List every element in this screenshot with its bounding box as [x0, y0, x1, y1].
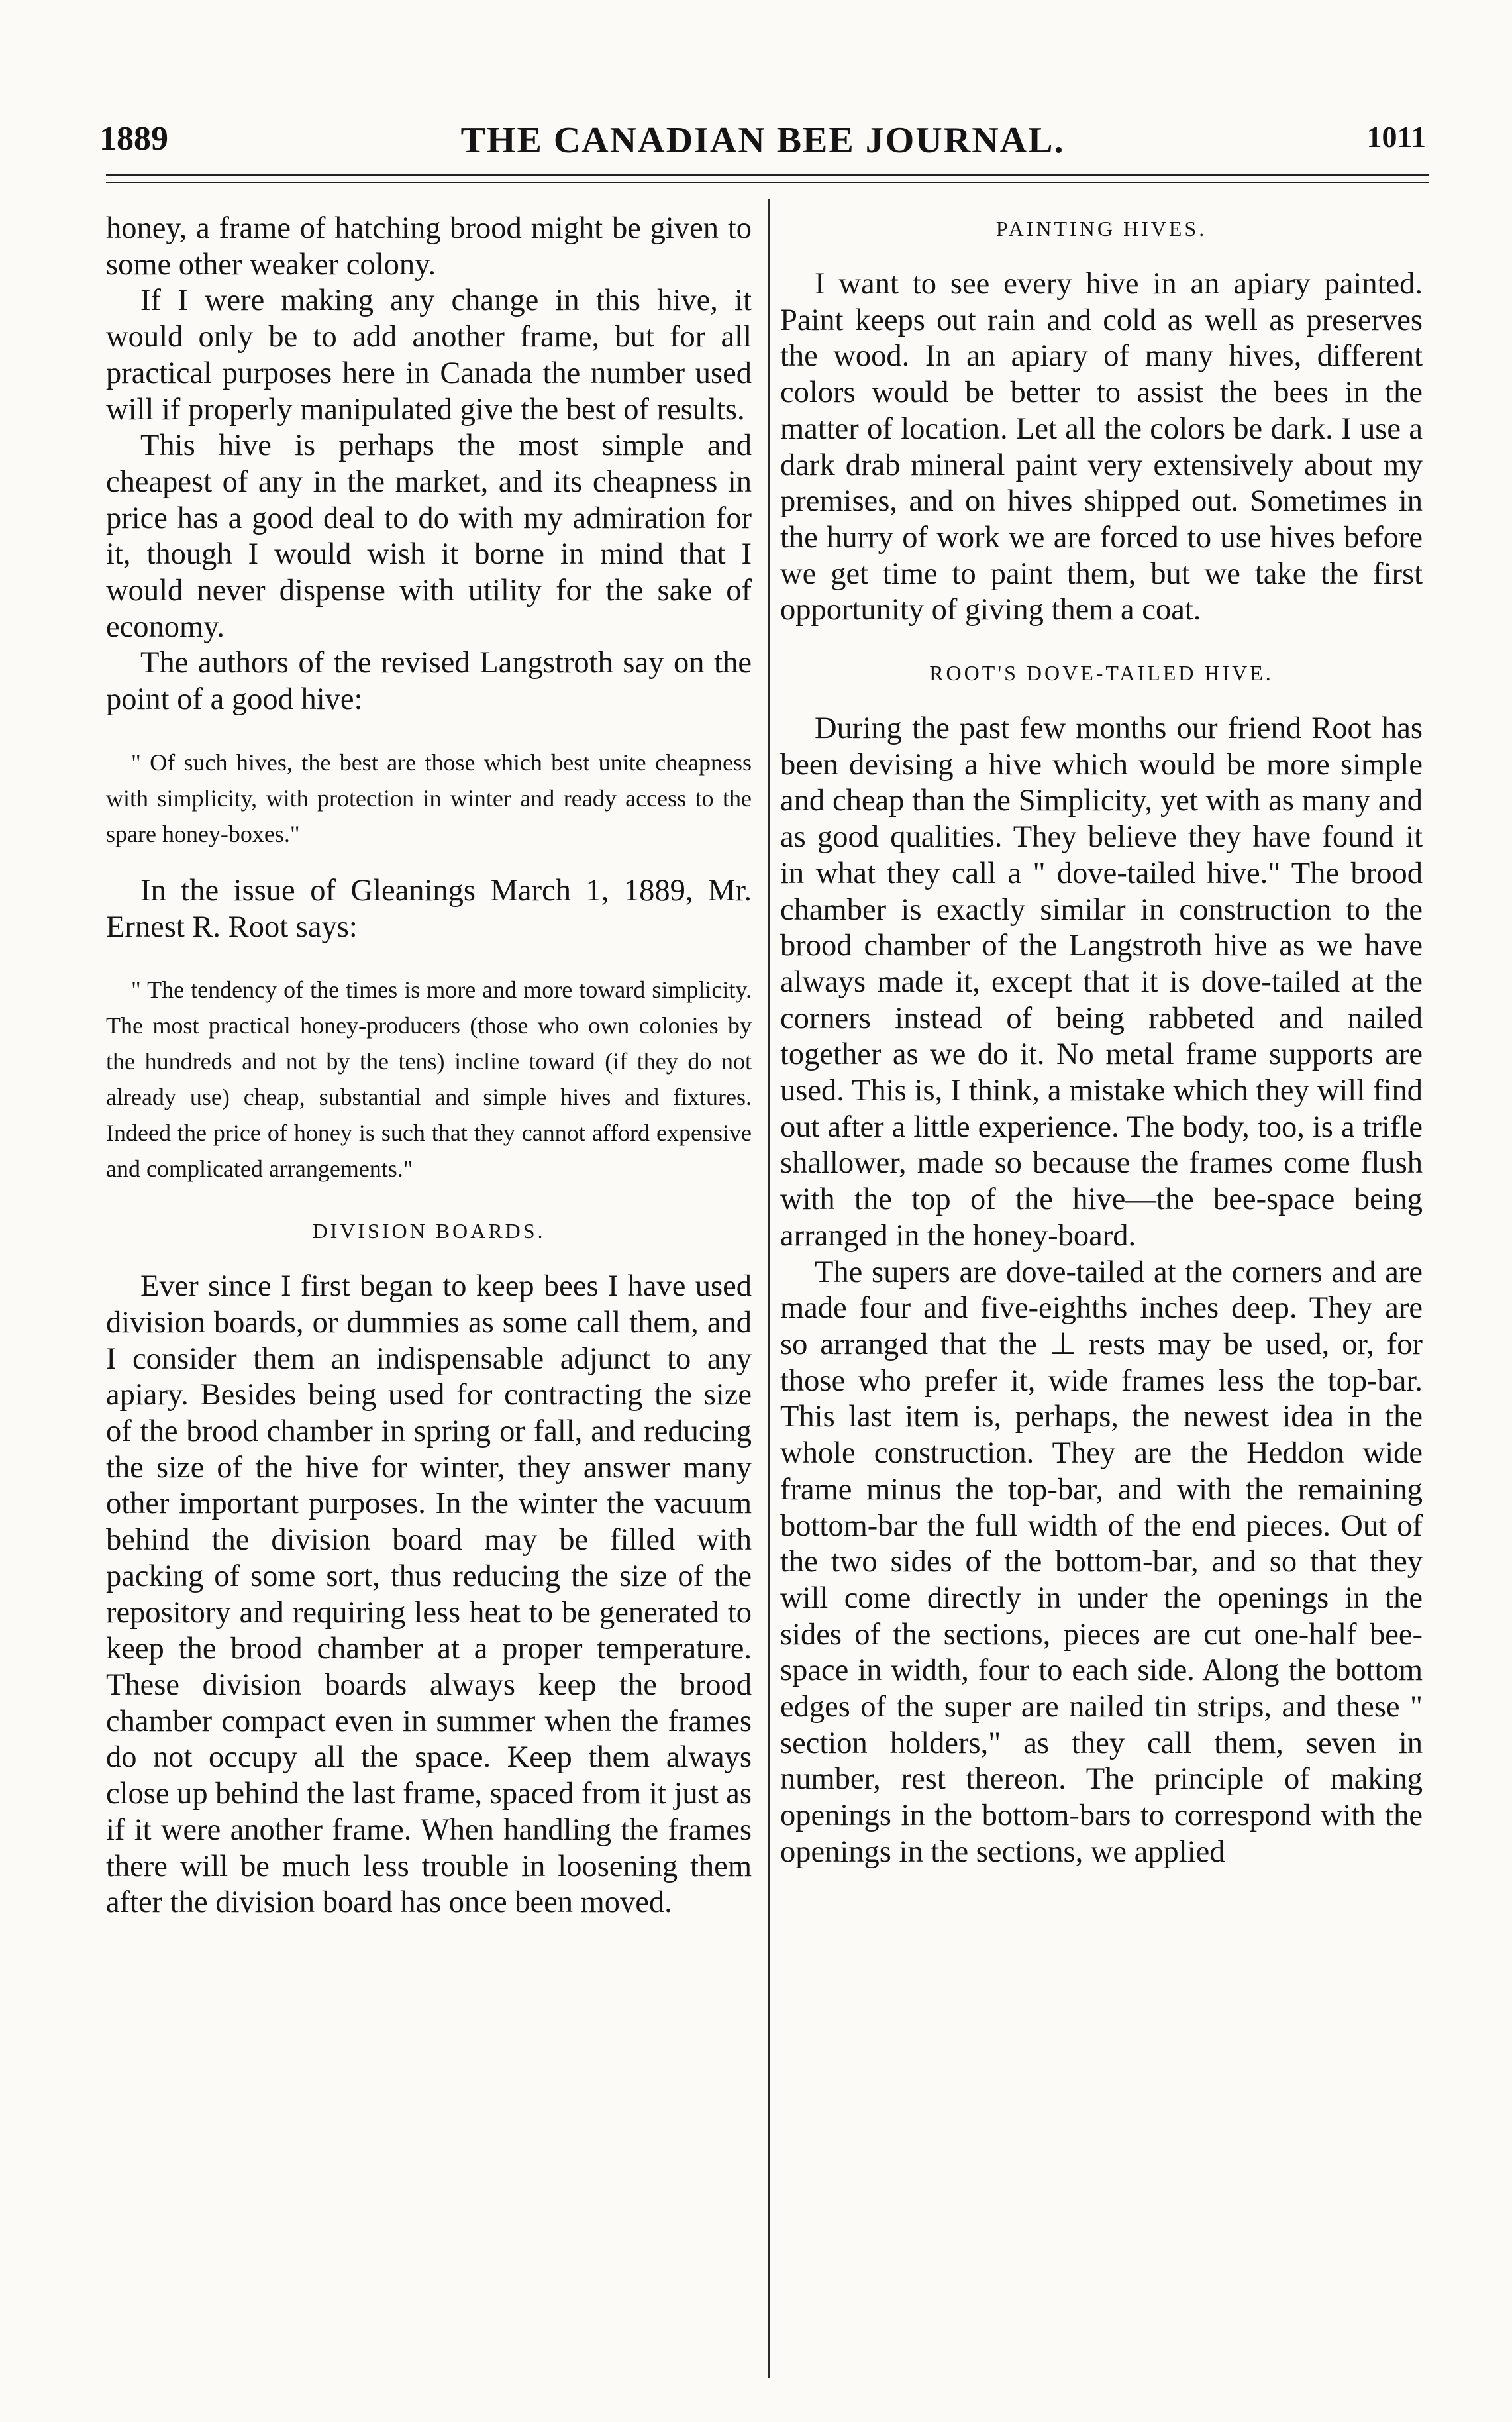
- header-rule-thin: [106, 182, 1429, 183]
- paragraph: In the issue of Gleanings March 1, 1889, Mr. Ernest R. Root says:: [106, 873, 752, 944]
- paragraph: The supers are dove-tailed at the corners and are made four and five-eighths inches deep. They are so arranged that the ⊥ rests may be used, or, for those who prefer it, wide frames less the top-bar. This last item is, perhaps, the newest idea in the whole construction. They are the Heddon wide frame minus the top-bar, and with the remaining bottom-bar the full width of the end pieces. Out of the two sides of the bottom-bar, and so that they will come directly in under the openings in the sides of the sections, pieces are cut one-half bee-space in width, four to each side. Along the bottom edges of the super are nailed tin strips, and these " section holders," as they call them, seven in number, rest thereon. The principle of making openings in the bottom-bars to correspond with the openings in the sections, we applied: [780, 1255, 1423, 1869]
- paragraph: Ever since I first began to keep bees I have used division boards, or dummies as some call them, and I consider them an indispensable adjunct to any apiary. Besides being used for contracting the size of the brood chamber in spring or fall, and reducing the size of the hive for winter, they answer many other important purposes. In the winter the vacuum behind the division board may be filled with packing of some sort, thus reducing the size of the repository and requiring less heat to be generated to keep the brood chamber at a proper temperature. These division boards always keep the brood chamber compact even in summer when the frames do not occupy all the space. Keep them always close up behind the last frame, spaced from it just as if it were another frame. When handling the frames there will be much less trouble in loosening them after the division board has once been moved.: [106, 1269, 752, 1920]
- header-year: 1889: [99, 120, 168, 158]
- block-quote: " Of such hives, the best are those which best unite cheapness with simplicity, with protection in winter and ready access to the spare honey-boxes.": [106, 749, 752, 847]
- paragraph: During the past few months our friend Root has been devising a hive which would be more simple and cheap than the Simplicity, yet with as many and as good qualities. They believe they have found it in what they call a " dove-tailed hive." The brood chamber is exactly similar in construction to the brood chamber of the Langstroth hive as we have always made it, except that it is dove-tailed at the corners instead of being rabbeted and nailed together as we do it. No metal frame supports are used. This is, I think, a mistake which they will find out after a little experience. The body, too, is a trifle shallower, made so because the frames come flush with the top of the hive—the bee-space being arranged in the honey-board.: [780, 711, 1423, 1253]
- block-quote: " The tendency of the times is more and more toward simplicity. The most practical honey-producers (those who own colonies by the hundreds and not by the tens) incline toward (if they do not already use) cheap, substantial and simple hives and fixtures. Indeed the price of honey is such that they cannot afford expensive and complicated arrangements.": [106, 976, 752, 1183]
- header-rule: [106, 174, 1429, 176]
- section-heading: DIVISION BOARDS.: [312, 1219, 546, 1243]
- right-column: [780, 211, 1423, 1871]
- paragraph: I want to see every hive in an apiary painted. Paint keeps out rain and cold as well as preserves the wood. In an apiary of many hives, different colors would be better to assist the bees in the matter of location. Let all the colors be dark. I use a dark drab mineral paint very extensively about my premises, and on hives shipped out. Sometimes in the hurry of work we are forced to use hives before we get time to paint them, but we take the first opportunity of giving them a coat.: [780, 267, 1423, 627]
- paragraph: This hive is perhaps the most simple and cheapest of any in the market, and its cheapness in price has a good deal to do with my admiration for it, though I would wish it borne in mind that I would never dispense with utility for the sake of economy.: [106, 429, 752, 644]
- column-divider: [768, 199, 770, 2378]
- paragraph: honey, a frame of hatching brood might be given to some other weaker colony.: [106, 211, 752, 282]
- section-heading: PAINTING HIVES.: [995, 217, 1207, 240]
- section-heading: ROOT'S DOVE-TAILED HIVE.: [929, 661, 1274, 686]
- journal-title: THE CANADIAN BEE JOURNAL.: [460, 120, 1065, 161]
- paragraph: The authors of the revised Langstroth say on the point of a good hive:: [106, 646, 752, 717]
- paragraph: If I were making any change in this hive, it would only be to add another frame, but for all practical purposes here in Canada the number used will if properly manipulated give the best of results.: [106, 284, 752, 427]
- page-header: [99, 119, 1426, 179]
- left-column: [106, 211, 752, 1921]
- page-number: 1011: [1366, 120, 1426, 154]
